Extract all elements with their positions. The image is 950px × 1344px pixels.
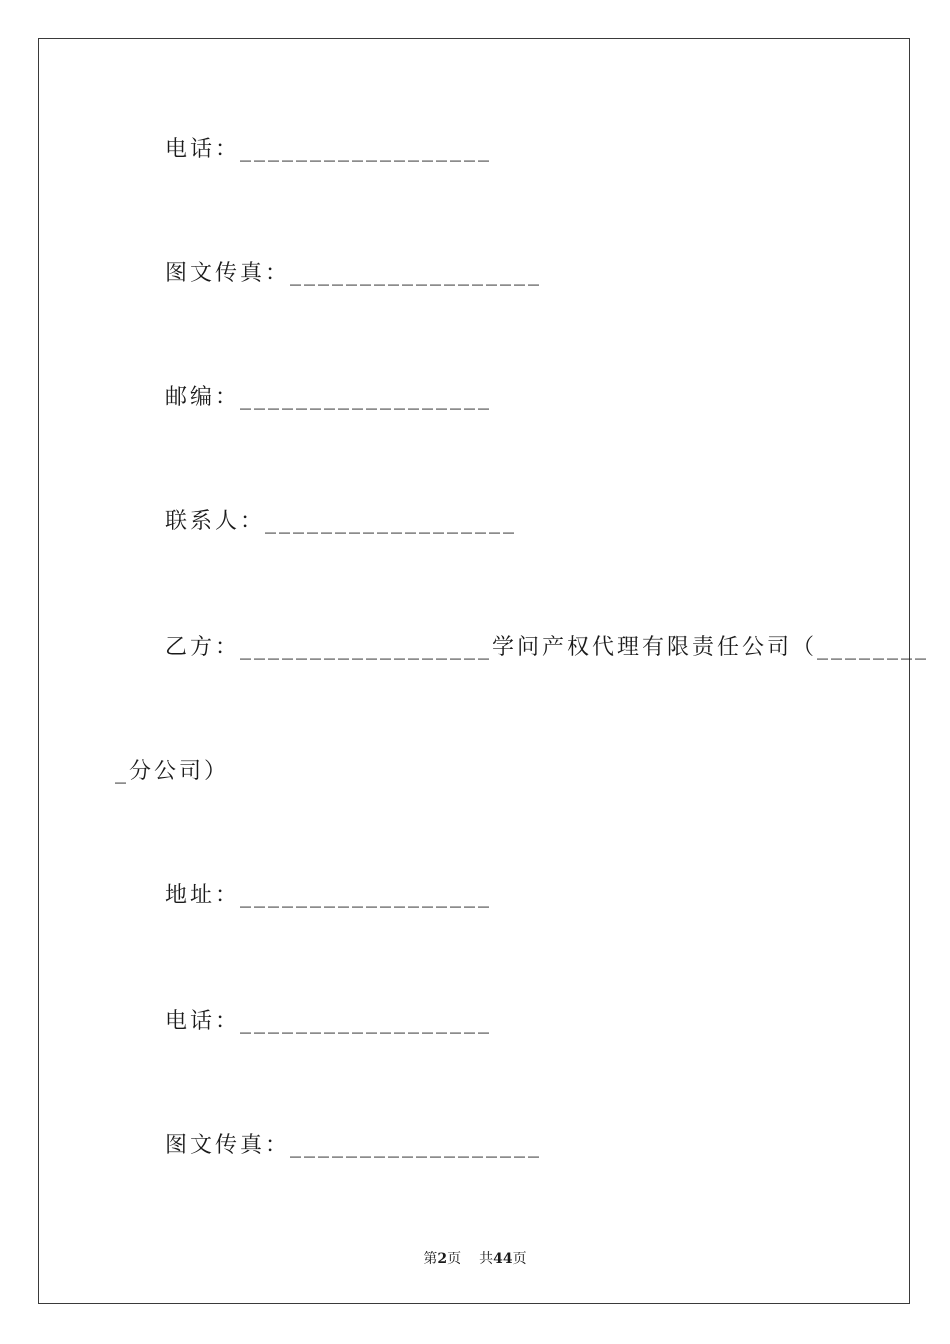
- party-a-phone-line: 电话：__________________: [165, 137, 493, 162]
- page-suffix: 页: [447, 1251, 462, 1267]
- party-a-contact-line: 联系人：__________________: [165, 509, 518, 534]
- party-b-phone-line: 电话：__________________: [165, 1009, 493, 1034]
- party-b-branch-continuation: _分公司）: [115, 759, 230, 784]
- page-number: 2: [437, 1251, 448, 1267]
- page-border: [38, 38, 910, 1304]
- party-a-fax-line: 图文传真：__________________: [165, 261, 543, 286]
- page-footer: [0, 1248, 950, 1268]
- party-a-postcode-line: 邮编：__________________: [165, 385, 493, 410]
- total-pages: 44: [493, 1251, 513, 1267]
- page-prefix: 第: [423, 1251, 438, 1267]
- total-prefix: 共: [479, 1251, 494, 1267]
- party-b-address-line: 地址：__________________: [165, 883, 493, 908]
- party-b-fax-line: 图文传真：__________________: [165, 1133, 543, 1158]
- party-b-line: 乙方：__________________学问产权代理有限责任公司（________: [165, 635, 930, 660]
- total-suffix: 页: [512, 1251, 527, 1267]
